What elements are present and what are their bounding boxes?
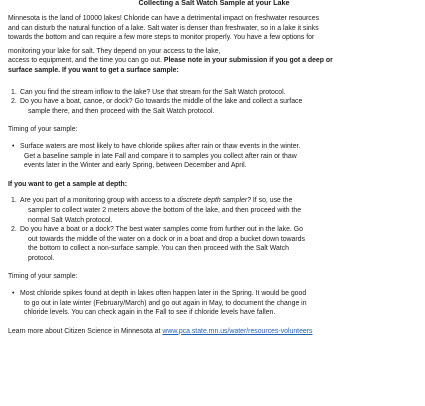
discrete-depth-sampler-term: discrete depth sampler? [177, 197, 251, 205]
footer-line [8, 327, 420, 337]
step-text: Do you have a boat or a dock? The best water samples come from further out in the lake. Go [20, 226, 303, 234]
depth-heading: If you want to get a sample at depth: [8, 180, 128, 188]
step-text: the bottom to collect a non-surface sample. You can then proceed with the Salt Watch [28, 245, 289, 253]
step-number: 1. [11, 197, 17, 205]
list-item [8, 97, 420, 116]
bullet-text: Get a baseline sample in late Fall and compare it to samples you collect after rain or thaw [24, 152, 297, 160]
timing-depth-bullet [8, 289, 420, 318]
intro-paragraph [8, 14, 420, 43]
footer-text: Learn more about Citizen Science in Minnesota at [8, 327, 163, 335]
submission-note: Please note in your submission if you got a deep or [163, 57, 333, 65]
bullet-text: to go out in late winter (February/March) and go out again in May, to document the change in [24, 299, 307, 307]
bullet-icon: • [12, 142, 15, 150]
step-text: Are you part of a monitoring group with access to a [20, 197, 178, 205]
timing-label: Timing of your sample: [8, 126, 78, 134]
bullet-text: events later in the Winter and early Spring, between December and April. [24, 162, 247, 170]
list-item [8, 225, 420, 263]
options-paragraph [8, 47, 420, 76]
step-number: 2. [11, 98, 17, 106]
surface-steps-list [8, 88, 420, 117]
bullet-text: Most chloride spikes found at depth in lakes often happen later in the Spring. It would be good [20, 290, 307, 298]
options-line: monitoring your lake for salt. They depend on your access to the lake, [8, 47, 221, 55]
depth-steps-list [8, 196, 420, 263]
step-text: sample there, and then proceed with the Salt Watch protocol. [28, 107, 215, 115]
step-text: protocol. [28, 254, 55, 262]
surface-sample-lead: surface sample. If you want to get a surface sample: [8, 66, 179, 74]
document-page [8, 0, 420, 336]
step-number: 1. [11, 88, 17, 96]
bullet-text: Surface waters are most likely to have chloride spikes after rain or thaw events in the winter. [20, 142, 301, 150]
bullet-icon: • [12, 290, 15, 298]
intro-line: and can disturb the natural function of a lake. Salt water is denser than freshwater, so in a lake it sinks [8, 24, 319, 32]
options-line: access to equipment, and the time you can go out. [8, 57, 164, 65]
intro-line: Minnesota is the land of 10000 lakes! Chloride can have a detrimental impact on freshwater resources [8, 15, 320, 22]
page-title: Collecting a Salt Watch Sample at your Lake [138, 0, 290, 7]
step-number: 2. [11, 226, 17, 234]
step-text: Can you find the stream inflow to the lake? Use that stream for the Salt Watch protocol. [20, 88, 286, 96]
step-text: normal Salt Watch protocol. [28, 216, 113, 224]
list-item [8, 88, 420, 98]
timing-label: Timing of your sample: [8, 273, 78, 281]
intro-line: towards the bottom and can require a few more steps to monitor properly. You have a few options for [8, 34, 315, 42]
step-text: sampler to collect water 2 meters above the bottom of the lake, and then proceed with the [28, 206, 302, 214]
list-item [8, 196, 420, 225]
step-text: If so, use the [250, 197, 293, 205]
volunteers-link[interactable]: www.pca.state.mn.us/water/resources-volunteers [162, 327, 313, 335]
step-text: Do you have a boat, canoe, or dock? Go towards the middle of the lake and collect a surface [20, 98, 303, 106]
step-text: out towards the middle of the water on a dock or in a boat and drop a bucket down towards [28, 235, 305, 243]
timing-surface-bullet [8, 142, 420, 171]
bullet-text: chloride levels. You can check again in the Fall to see if chloride levels have fallen. [24, 309, 276, 317]
